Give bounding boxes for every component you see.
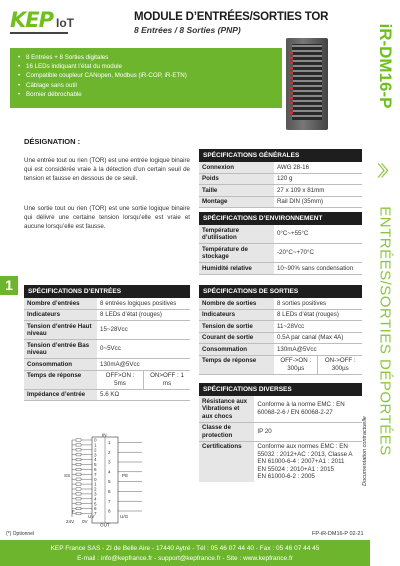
description-paragraph: Une entrée tout ou rien (TOR) est une entrée logique binaire qui est considérée vraie à la détection d’un certain seuil de tension et fausse en dessous de ce seuil. [24,157,190,182]
table-row [199,309,362,321]
label-out: OUT [100,522,110,527]
footer [0,540,370,566]
contact-symbol [76,473,81,475]
spec-value-split [274,355,362,374]
contact-symbol [76,493,81,495]
kep-logo [10,9,74,31]
table-row [199,263,362,275]
description-title: DÉSIGNATION : [24,137,81,146]
pin-label-left: 0 [94,437,97,443]
contact-symbol [76,444,81,446]
table-row [24,389,190,401]
pin-label-right: 5 [108,479,111,485]
feature-item: • Bornier débrochable [18,90,274,99]
spec-environment-table [199,212,362,275]
pin-label-left: 3 [94,452,97,458]
feature-item: • 16 LEDs indiquant l’état du module [18,62,274,71]
spec-value: 0.5A par canal (Max 4A) [276,334,344,341]
contact-symbol [76,439,81,441]
label-24v: 24V [66,519,75,524]
product-image [286,38,328,130]
contact-symbol [76,468,81,470]
spec-value: 120 g [276,175,293,182]
spec-value: AWG 28-16 [276,163,310,171]
contact-symbol [76,507,81,509]
pin-label-right: 3 [108,459,111,465]
pin-label-right: 6 [108,489,111,494]
table-row [24,321,190,340]
feature-item: • Câblage sans outil [18,81,274,90]
spec-value: 8 LEDs d’état (rouges) [276,311,339,318]
spec-key: Connexion [199,162,274,173]
spec-misc-table [199,383,362,482]
pin-label-left: 2 [94,447,97,453]
table-row [24,340,190,359]
footer-contact: E-mail : info@kepfrance.fr - support@kepfrance.fr - Site : www.kepfrance.fr [77,555,293,562]
pin-label-right: 1 [108,440,111,445]
pin-label-right: 2 [108,449,111,455]
product-terminal-block [292,44,322,120]
label-in: IN [102,433,107,438]
spec-key: Impédance d’entrée [24,389,97,401]
spec-key: Tension de sortie [199,321,274,333]
spec-outputs-header: SPÉCIFICATIONS DE SORTIES [199,285,362,298]
spec-key: Classe de protection [199,422,254,441]
spec-key: Temps de réponse [24,370,97,389]
spec-value: 11~28Vcc [276,322,305,330]
pin-label-right: 4 [108,469,111,475]
pin-label-left: 0 [94,476,97,482]
spec-key: Résistance aux Vibrations et aux chocs [199,396,254,422]
section-number: 1 [0,276,18,295]
table-row [199,441,362,482]
spec-key: Temps de réponse [199,355,274,374]
spec-value: 27 x 109 x 81mm [276,186,325,194]
spec-inputs-header: SPÉCIFICATIONS D’ENTRÉES [24,285,190,298]
contact-symbol [76,478,81,480]
feature-item: • 8 Entrées + 8 Sorties digitales [18,53,274,62]
label-0v: 0V [82,519,88,524]
pin-label-right: 7 [108,498,111,504]
response-on-off: ON>OFF : 1 ms [143,371,190,389]
doc-note-vertical: Documentation contractuelle [362,416,368,486]
spec-key: Taille [199,185,274,197]
table-row [199,225,362,244]
feature-item: • Compatible coupleur CANopen, Modbus (iR-COP, iR-ETN) [18,71,274,80]
table-row [24,359,190,371]
table-row [199,185,362,197]
spec-key: Température de stockage [199,244,274,263]
spec-key: Montage [199,196,274,208]
response-on-off: ON->OFF : 300µs [317,356,362,374]
spec-general-table [199,149,362,208]
spec-key: Indicateurs [199,309,274,321]
pin-label-left: 1 [94,481,97,487]
spec-value: 15~28Vcc [100,326,128,334]
spec-value: Conforme aux normes EMC : EN 55032 : 2012+AC : 2013, Classe A EN 61000-6-4 : 2007+A1 : 2011 EN 55024 : 2010+A1 : 2015 EN 61000-6-2 : 2005 [257,443,353,480]
spec-value: 0°C~+55°C [276,230,309,238]
spec-value: Conforme à la norme EMC : EN 60068-2-6 / EN 60068-2-27 [257,401,345,416]
pin-label-left: 2 [94,486,97,492]
spec-value: 130mA@5Vcc [100,360,140,368]
product-led-strip [290,52,293,114]
contact-symbol [76,498,81,500]
pin-label-left: 6 [94,467,97,472]
logo-underline [10,32,68,34]
spec-general-header: SPÉCIFICATIONS GÉNÉRALES [199,149,362,162]
contact-symbol [76,512,81,514]
spec-value: 5.6 KΩ [100,391,120,398]
table-row [199,355,362,374]
response-off-on: OFF->ON : 300µs [280,357,312,372]
wiring-diagram [62,433,152,527]
table-row [199,162,362,173]
category-vertical: ENTRÉES/SORTIES DÉPORTÉES [376,205,394,456]
spec-value: Rail DIN (35mm) [276,198,324,205]
product-code-vertical: iR-DM16-P [376,22,395,109]
spec-value-split [97,370,190,389]
table-row [199,344,362,356]
table-row [24,298,190,309]
page-title: MODULE D’ENTRÉES/SORTIES TOR [134,11,329,23]
pin-label-left: 7 [94,511,97,517]
spec-value: -20°C~+70°C [276,249,314,257]
page-subtitle: 8 Entrées / 8 Sorties (PNP) [134,25,241,35]
contact-symbol [76,483,81,485]
spec-key: Tension d’entrée Haut niveau [24,321,97,340]
pin-label-left: 5 [94,501,97,507]
document-reference: FP-iR-DM16-P 02-21 [312,531,364,537]
pin-label-left: 5 [94,462,97,468]
spec-key: Nombre d’entrées [24,298,97,309]
spec-value: 130mA@5Vcc [276,345,317,353]
pin-label-left: 6 [94,506,97,512]
label-ss: SS [64,473,71,478]
contact-symbol [76,503,81,505]
label-ug: U/G [120,514,129,519]
contact-symbol [76,458,81,460]
spec-key: Poids [199,173,274,185]
footer-address: KEP France SAS - ZI de Belle Aire - 17440 Aytré - Tél : 05 46 07 44 40 - Fax : 05 46 07 44 45 [50,545,320,552]
label-uv: UV [88,514,95,519]
spec-env-header: SPÉCIFICATIONS D’ENVIRONNEMENT [199,212,362,225]
spec-outputs-table [199,285,362,375]
table-row [199,332,362,344]
label-pe: PE [122,473,129,478]
side-band [370,0,400,566]
table-row [199,422,362,441]
table-row [199,321,362,333]
pin-label-left: 4 [94,457,97,463]
spec-value: 0~5Vcc [100,345,121,353]
footnote: (*) Optionnel [6,531,35,537]
spec-key: Consommation [199,344,274,356]
spec-key: Température d’utilisation [199,225,274,244]
contact-symbol [76,463,81,465]
table-row [199,244,362,263]
contact-symbol [76,454,81,456]
spec-key: Courant de sortie [199,332,274,344]
spec-value: 8 sorties positives [276,299,327,307]
spec-value: 8 LEDs d’état (rouges) [100,311,162,318]
table-row [24,370,190,389]
label-fuse: F [72,509,75,514]
spec-key: Tension d’entrée Bas niveau [24,340,97,359]
wiring-svg [62,433,152,527]
table-row [199,173,362,185]
spec-key: Certifications [199,441,254,482]
features-box [10,48,282,108]
contact-symbol [76,449,81,451]
spec-inputs-table [24,285,190,401]
table-row [199,298,362,309]
contact-symbol [76,488,81,490]
pin-label-left: 1 [94,442,97,448]
pin-label-left: 7 [94,471,97,477]
spec-key: Indicateurs [24,309,97,321]
spec-misc-header: SPÉCIFICATIONS DIVERSES [199,383,362,396]
logo-sub-text: IoT [56,16,75,30]
pin-label-left: 4 [94,496,97,502]
table-row [199,196,362,208]
table-row [199,396,362,422]
wiring-rows [72,438,142,517]
logo-main-text: KEP [10,8,54,32]
spec-value: 10~90% sans condensation [276,264,354,272]
response-off-on: OFF>ON : 5ms [105,372,135,387]
chevron-icon: 〉〉 [377,163,392,180]
pin-label-right: 8 [108,508,111,514]
description-paragraph: Une sortie tout ou rien (TOR) est une sortie logique binaire qui délivre une certaine tension lorsqu’elle est vraie et aucune lorsqu’elle est fausse. [24,205,190,230]
table-row [24,309,190,321]
pin-label-left: 3 [94,491,97,497]
spec-key: Consommation [24,359,97,371]
spec-value: IP 20 [257,427,272,435]
spec-key: Nombre de sorties [199,298,274,309]
spec-value: 8 entrées logiques positives [100,299,177,307]
spec-key: Humidité relative [199,263,274,275]
